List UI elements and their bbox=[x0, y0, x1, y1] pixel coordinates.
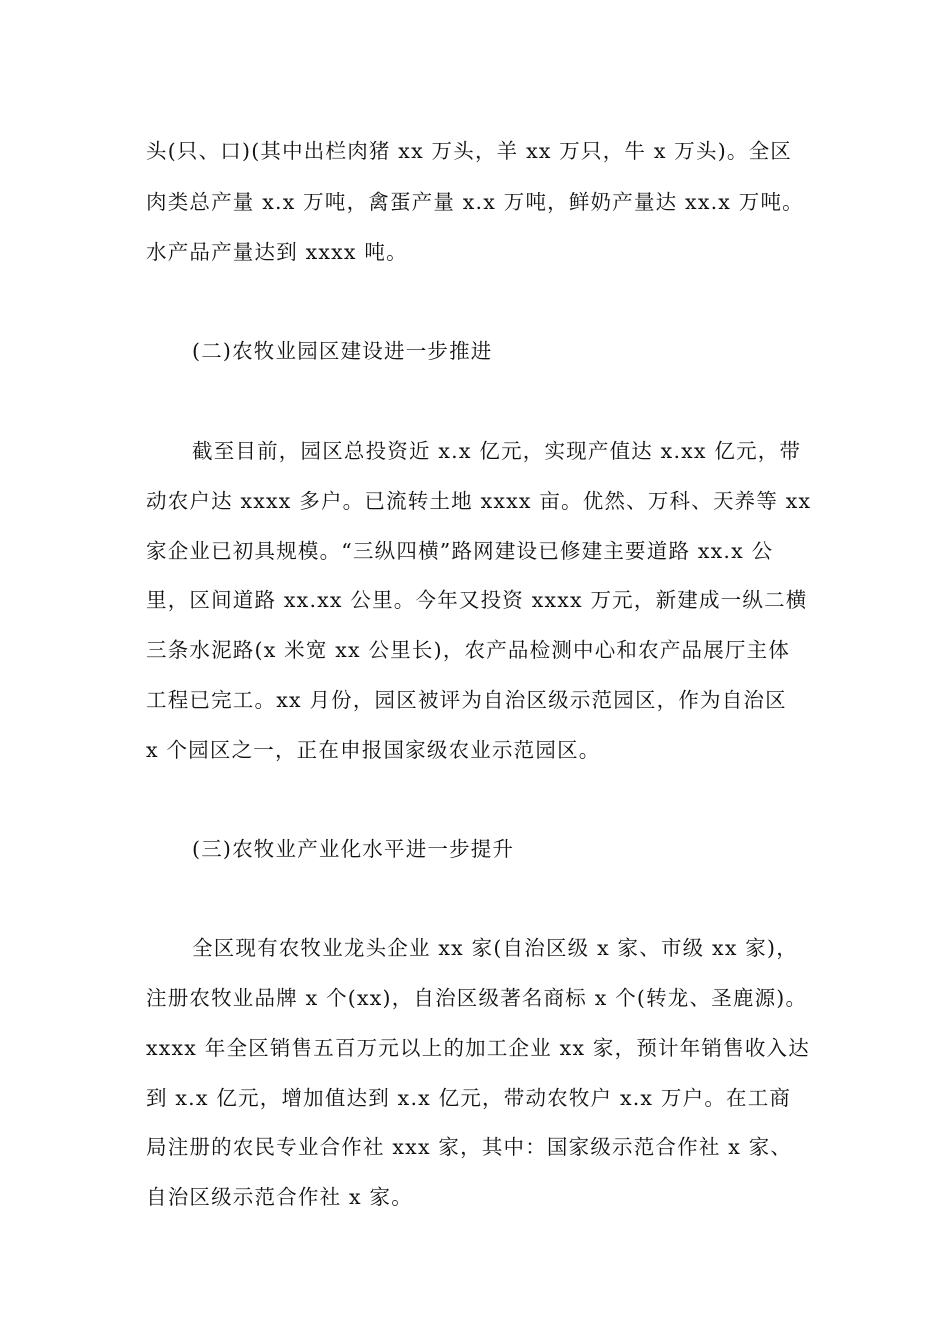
paragraph-line: 截至目前，园区总投资近 x.x 亿元，实现产值达 x.xx 亿元，带 bbox=[192, 439, 802, 463]
paragraph-line: 动农户达 xxxx 多户。已流转土地 xxxx 亩。优然、万科、天养等 xx bbox=[146, 489, 812, 513]
paragraph-line: 里，区间道路 xx.xx 公里。今年又投资 xxxx 万元，新建成一纵二横 bbox=[146, 588, 808, 612]
paragraph-line: 到 x.x 亿元，增加值达到 x.x 亿元，带动农牧户 x.x 万户。在工商 bbox=[146, 1086, 792, 1110]
paragraph-line: 头(只、口)(其中出栏肉猪 xx 万头，羊 xx 万只，牛 x 万头)。全区 bbox=[146, 139, 792, 163]
paragraph-line: 全区现有农牧业龙头企业 xx 家(自治区级 x 家、市级 xx 家)， bbox=[192, 936, 798, 960]
paragraph-line: 自治区级示范合作社 x 家。 bbox=[146, 1185, 413, 1209]
paragraph-line: 注册农牧业品牌 x 个(xx)，自治区级著名商标 x 个(转龙、圣鹿源)。 bbox=[146, 986, 808, 1010]
paragraph-line: 三条水泥路(x 米宽 xx 公里长)，农产品检测中心和农产品展厅主体 bbox=[146, 638, 791, 662]
paragraph-line: 水产品产量达到 xxxx 吨。 bbox=[146, 240, 408, 264]
paragraph-line: 肉类总产量 x.x 万吨，禽蛋产量 x.x 万吨，鲜奶产量达 xx.x 万吨。 bbox=[146, 190, 804, 214]
section-heading-park-construction: (二)农牧业园区建设进一步推进 bbox=[192, 339, 493, 363]
paragraph-line: 工程已完工。xx 月份，园区被评为自治区级示范园区，作为自治区 bbox=[146, 688, 787, 712]
paragraph-line: 局注册的农民专业合作社 xxx 家，其中：国家级示范合作社 x 家、 bbox=[146, 1135, 793, 1159]
paragraph-line: x 个园区之一，正在申报国家级农业示范园区。 bbox=[146, 738, 601, 762]
section-heading-industrialization: (三)农牧业产业化水平进一步提升 bbox=[192, 837, 515, 861]
paragraph-line: xxxx 年全区销售五百万元以上的加工企业 xx 家，预计年销售收入达 bbox=[146, 1036, 810, 1060]
paragraph-line: 家企业已初具规模。“三纵四横”路网建设已修建主要道路 xx.x 公 bbox=[146, 539, 774, 563]
